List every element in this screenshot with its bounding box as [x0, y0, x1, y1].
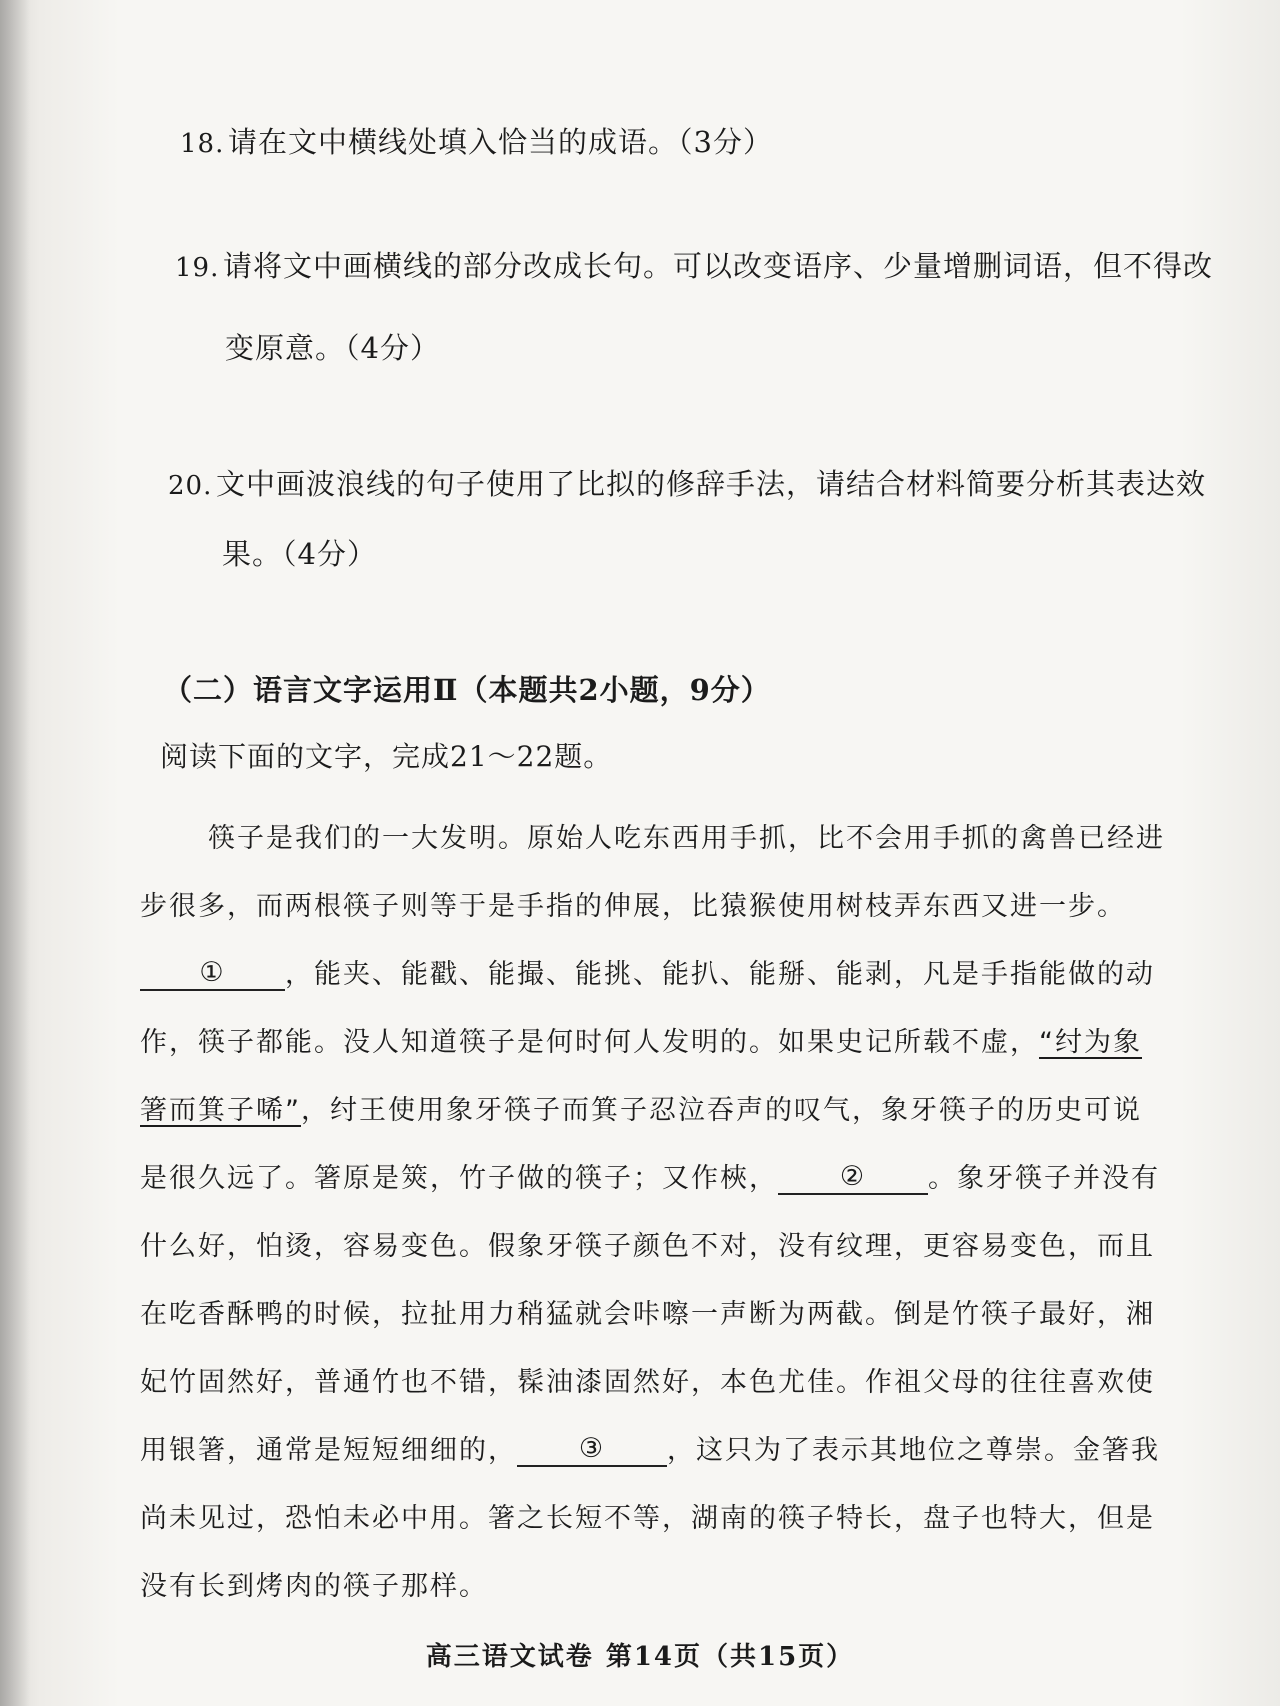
page-number: 第14页（共15页）: [605, 1642, 855, 1672]
passage-text: 步很多，而两根筷子则等于是手指的伸展，比猿猴使用树枝弄东西又进一步。: [140, 891, 1126, 922]
passage-line: [140, 1077, 1200, 1145]
passage-line: [140, 1349, 1200, 1417]
section-title: （二）语言文字运用Ⅱ（本题共2小题，9分）: [163, 673, 771, 707]
passage-line: [140, 1485, 1200, 1553]
passage-text: 尚未见过，恐怕未必中用。箸之长短不等，湖南的筷子特长，盘子也特大，但是: [140, 1503, 1155, 1534]
passage-text: 作，筷子都能。没人知道筷子是何时何人发明的。如果史记所载不虚，: [140, 1027, 1039, 1058]
reading-passage: [140, 805, 1200, 1621]
passage-line: [140, 941, 1200, 1009]
question-text: 文中画波浪线的句子使用了比拟的修辞手法，请结合材料简要分析其表达效: [216, 467, 1207, 501]
answer-blank-2[interactable]: ②: [778, 1161, 928, 1195]
passage-text: 没有长到烤肉的筷子那样。: [140, 1571, 488, 1602]
passage-line: [140, 1417, 1200, 1485]
answer-blank-1[interactable]: ①: [140, 957, 285, 991]
passage-text: 。象牙筷子并没有: [928, 1163, 1160, 1194]
passage-line: [140, 1281, 1200, 1349]
passage-line: [140, 873, 1200, 941]
underlined-quote: 箸而箕子唏”: [140, 1095, 301, 1126]
question-20: [168, 462, 1206, 503]
passage-text: ，纣王使用象牙筷子而箕子忍泣吞声的叹气，象牙筷子的历史可说: [301, 1095, 1142, 1126]
question-text: 请将文中画横线的部分改成长句。可以改变语序、少量增删词语，但不得改: [223, 249, 1214, 283]
passage-line: [140, 1145, 1200, 1213]
underlined-quote: “纣为象: [1039, 1027, 1142, 1058]
question-number: 18.: [180, 129, 225, 159]
section-intro: 阅读下面的文字，完成21～22题。: [160, 740, 613, 773]
question-text: 请在文中横线处填入恰当的成语。（3分）: [228, 125, 773, 159]
answer-blank-3[interactable]: ③: [517, 1433, 667, 1467]
question-18: [180, 120, 773, 161]
exam-title: 高三语文试卷: [425, 1642, 594, 1672]
passage-text: 用银箸，通常是短短细细的，: [140, 1435, 517, 1466]
passage-text: 筷子是我们的一大发明。原始人吃东西用手抓，比不会用手抓的禽兽已经进: [208, 823, 1165, 854]
passage-text: 妃竹固然好，普通竹也不错，髹油漆固然好，本色尤佳。作祖父母的往往喜欢使: [140, 1367, 1155, 1398]
page-footer: [0, 1636, 1280, 1673]
passage-text: 是很久远了。箸原是筴，竹子做的筷子；又作梜，: [140, 1163, 778, 1194]
passage-line: [140, 1213, 1200, 1281]
passage-line: [140, 1553, 1200, 1621]
passage-line: [140, 1009, 1200, 1077]
question-19-continuation: 变原意。（4分）: [225, 331, 440, 365]
passage-text: 什么好，怕烫，容易变色。假象牙筷子颜色不对，没有纹理，更容易变色，而且: [140, 1231, 1155, 1262]
passage-text: ，这只为了表示其地位之尊崇。金箸我: [667, 1435, 1160, 1466]
passage-text: ，能夹、能戳、能撮、能挑、能扒、能掰、能剥，凡是手指能做的动: [285, 959, 1155, 990]
passage-line: [140, 805, 1200, 873]
question-19: [175, 244, 1213, 285]
page-edge-shadow: [0, 0, 30, 1706]
passage-text: 在吃香酥鸭的时候，拉扯用力稍猛就会咔嚓一声断为两截。倒是竹筷子最好，湘: [140, 1299, 1155, 1330]
question-number: 19.: [175, 253, 220, 283]
question-number: 20.: [168, 471, 213, 501]
question-20-continuation: 果。（4分）: [222, 537, 377, 571]
